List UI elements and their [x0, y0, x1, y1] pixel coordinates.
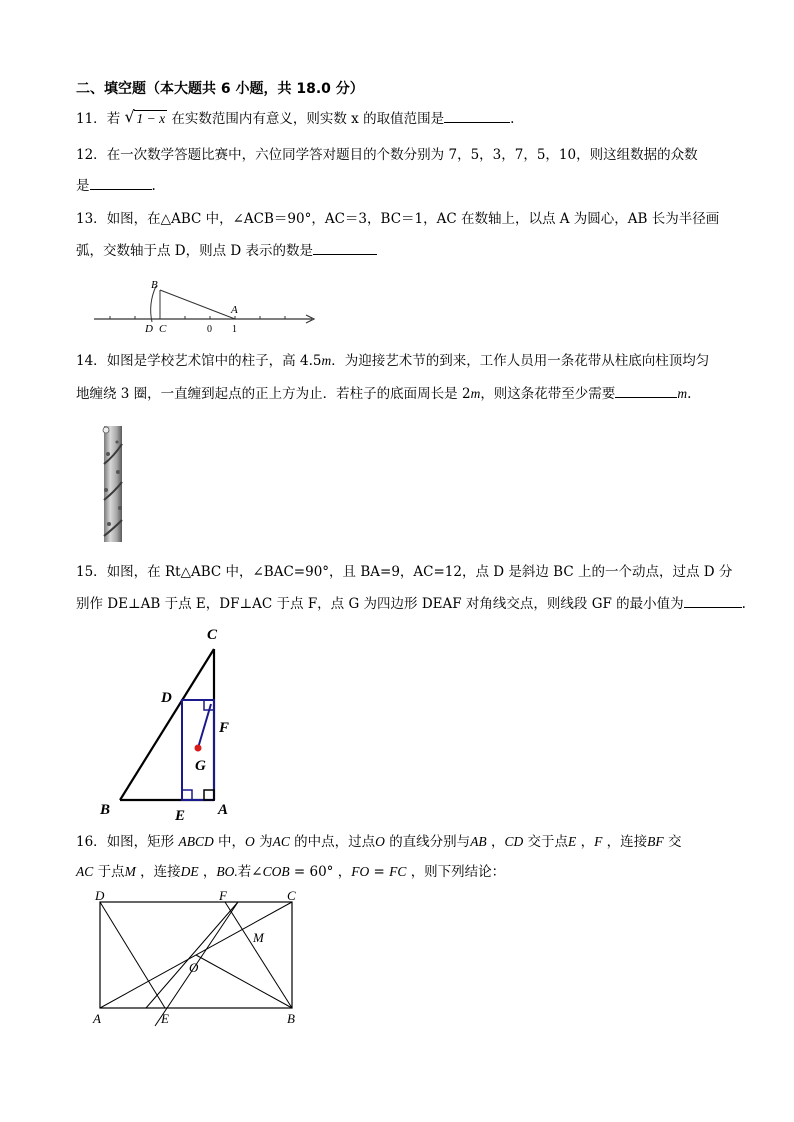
segment-bf: [225, 902, 292, 1008]
q13-number: 13．: [76, 211, 107, 227]
label-d: D: [145, 323, 153, 334]
unit-m: m: [321, 353, 332, 368]
label-a: A: [231, 304, 238, 316]
point-g: [195, 745, 202, 752]
q14-line1a: 如图是学校艺术馆中的柱子，高 4.5: [106, 353, 322, 369]
math-f: F: [594, 834, 603, 849]
q16-text: ，: [337, 864, 352, 880]
segment-bc: [120, 649, 214, 800]
question-16-cont: [76, 862, 505, 882]
segment-de: [100, 902, 165, 1008]
q13-line1: 如图，在△ABC 中，∠ACB＝90°，AC＝3，BC＝1，AC 在数轴上，以点 A 为圆心，AB 长为半径画: [106, 211, 720, 227]
question-15-cont: [76, 593, 746, 614]
q16-text: 交于点: [527, 834, 569, 850]
question-14: [76, 351, 709, 371]
label-c: C: [207, 627, 218, 643]
q16-text: 为: [259, 834, 273, 850]
line-fo-extension: [146, 902, 238, 1008]
q15-answer-blank[interactable]: [684, 593, 742, 608]
segment-bo: [196, 955, 292, 1008]
math-de: DE: [180, 864, 199, 879]
q15-end: .: [741, 596, 746, 612]
q11-end: .: [510, 111, 515, 127]
question-15: [76, 562, 732, 582]
pillar-top-ornament: [103, 427, 109, 433]
math-fc: FC: [389, 864, 407, 879]
math-cd: CD: [504, 834, 524, 849]
q16-text: 如图，矩形: [106, 834, 175, 850]
math-abcd: ABCD: [178, 834, 214, 849]
math-ac: AC: [272, 834, 290, 849]
number-line-figure: [90, 272, 325, 334]
q14-line2b: ，则这条花带至少需要: [480, 386, 616, 402]
q16-text: ，连接: [606, 834, 648, 850]
math-o: O: [375, 834, 385, 849]
q12-answer-blank[interactable]: [90, 175, 152, 190]
math-o: O: [245, 834, 255, 849]
radicand: 1 − x: [136, 111, 166, 126]
math-cob: COB: [262, 864, 290, 879]
q12-number: 12．: [76, 147, 107, 163]
unit-m-2: m: [470, 386, 481, 401]
q16-text: 的中点，过点: [294, 834, 376, 850]
q16-text: 若∠: [237, 864, 263, 880]
q16-text: 中，: [218, 834, 246, 850]
q16-text: ，: [490, 834, 505, 850]
label-c: C: [287, 890, 296, 903]
q16-eq: =: [369, 864, 390, 880]
q16-text: ，: [202, 864, 217, 880]
q12-line2: 是: [76, 178, 90, 194]
q16-text: 交: [667, 834, 682, 850]
label-a: A: [218, 802, 229, 818]
q15-line1: 如图，在 Rt△ABC 中，∠BAC=90°，且 BA=9，AC=12，点 D 是斜边 BC 上的一个动点，过点 D 分: [106, 564, 733, 580]
right-angle-a: [204, 790, 214, 800]
pillar-photo: [100, 424, 128, 544]
triangle-figure: [94, 624, 244, 824]
q12-end: .: [151, 178, 156, 194]
q11-number: 11．: [76, 111, 107, 127]
math-ab: AB: [470, 834, 487, 849]
question-16: [76, 832, 681, 852]
question-11: [76, 108, 514, 129]
question-12: [76, 145, 698, 165]
label-b: B: [287, 1011, 295, 1026]
q16-number: 16．: [76, 834, 107, 850]
arc-d: [151, 286, 156, 322]
q16-text: ，则下列结论：: [410, 864, 506, 880]
q14-end: .: [687, 386, 692, 402]
rectangle-figure: [88, 890, 313, 1035]
q14-line1b: ．为迎接艺术节的到来，工作人员用一条花带从柱底向柱顶均匀: [331, 353, 710, 369]
label-o: O: [189, 960, 199, 975]
q16-text: 的直线分别与: [389, 834, 471, 850]
q11-text: 在实数范围内有意义，则实数 x 的取值范围是: [171, 111, 445, 127]
label-d: D: [95, 890, 105, 903]
q14-number: 14．: [76, 353, 107, 369]
q16-angle-value: = 60°: [289, 864, 334, 880]
label-c: C: [159, 323, 167, 334]
math-ac: AC: [76, 864, 94, 879]
section-title: 二、填空题（本大题共 6 小题，共 18.0 分）: [76, 81, 364, 97]
q13-line2: 弧，交数轴于点 D，则点 D 表示的数是: [76, 243, 314, 259]
label-d: D: [161, 690, 172, 706]
right-angle-e: [182, 790, 192, 800]
q13-answer-blank[interactable]: [313, 240, 377, 255]
math-bf: BF: [647, 834, 664, 849]
q11-answer-blank[interactable]: [444, 108, 510, 123]
question-13-cont: [76, 240, 377, 261]
q16-text: ，连接: [140, 864, 181, 880]
q14-answer-blank[interactable]: [615, 383, 677, 398]
label-b: B: [151, 279, 158, 291]
label-f: F: [219, 720, 230, 736]
math-e: E: [568, 834, 577, 849]
q12-line1: 在一次数学答题比赛中，六位同学答对题目的个数分别为 7，5，3，7，5，10，则这组数据的众数: [106, 147, 698, 163]
q15-line2: 别作 DE⊥AB 于点 E，DF⊥AC 于点 F，点 G 为四边形 DEAF 对角线交点，则线段 GF 的最小值为: [76, 596, 684, 612]
q11-prefix: 若: [106, 111, 121, 127]
q15-number: 15．: [76, 564, 107, 580]
sqrt-expression: √ 1 − x: [124, 107, 166, 126]
q16-text: ，: [580, 834, 595, 850]
unit-m-3: m: [677, 386, 688, 401]
segment-ab: [160, 290, 235, 319]
question-14-cont: [76, 383, 691, 404]
label-f: F: [219, 890, 227, 903]
label-b: B: [100, 802, 111, 818]
question-13: [76, 209, 719, 229]
label-m: M: [253, 930, 264, 945]
label-e: E: [161, 1011, 169, 1026]
q14-line2a: 地缠绕 3 圈，一直缠到起点的正上方为止．若柱子的底面周长是 2: [76, 386, 471, 402]
label-zero: 0: [207, 324, 212, 334]
label-g: G: [195, 758, 206, 774]
math-bo: BO.: [216, 864, 238, 879]
label-one: 1: [232, 324, 237, 334]
label-a: A: [93, 1011, 101, 1026]
math-m: M: [124, 864, 136, 879]
math-fo: FO: [351, 864, 370, 879]
q16-text: 于点: [97, 864, 125, 880]
question-12-cont: [76, 175, 156, 196]
label-e: E: [175, 808, 186, 824]
